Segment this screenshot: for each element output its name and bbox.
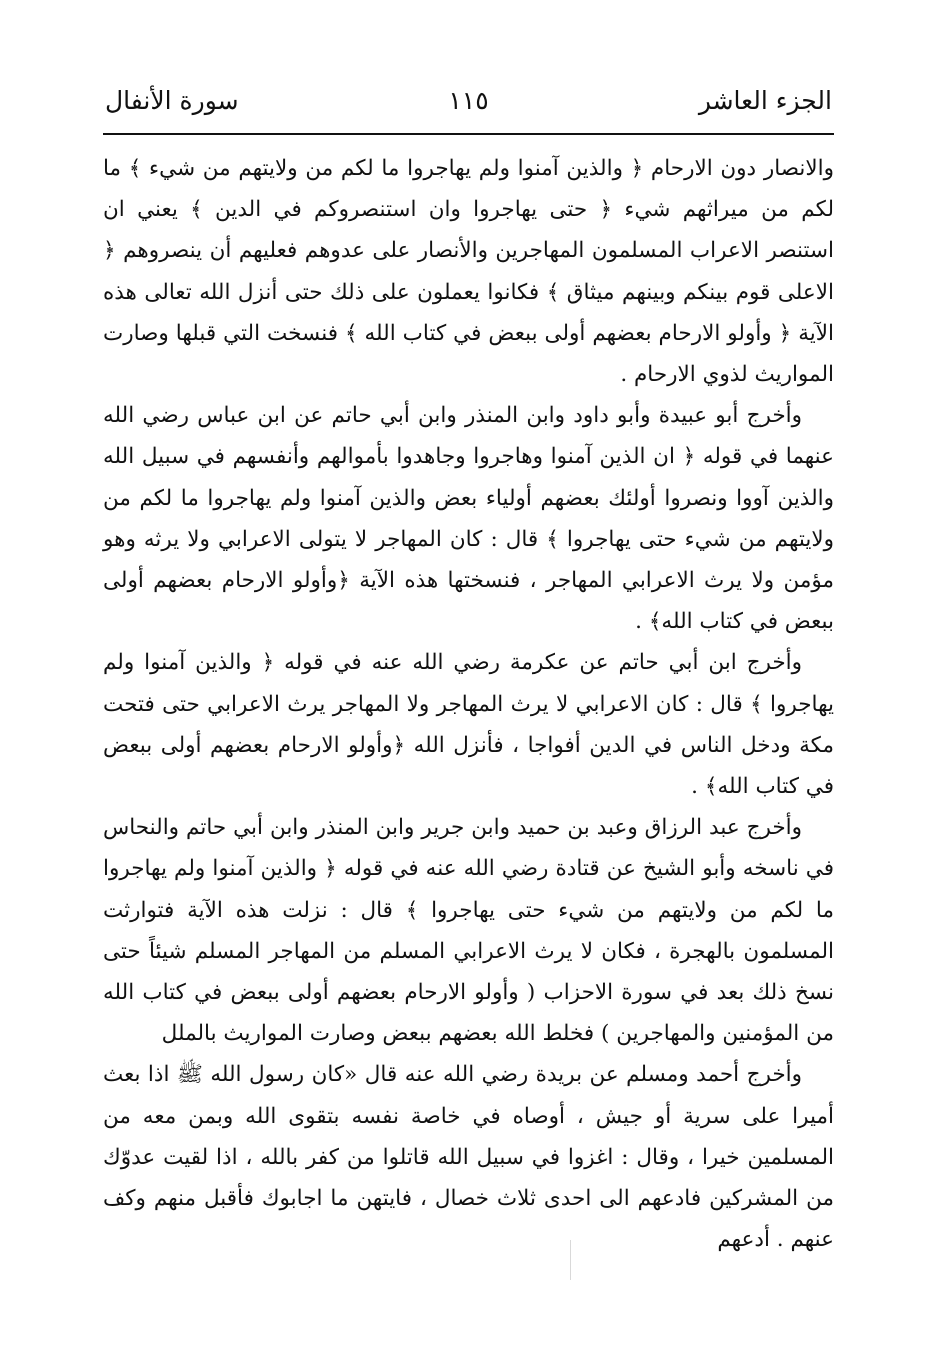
header-rule xyxy=(103,133,834,135)
surah-label: سورة الأنفال xyxy=(105,86,239,115)
running-header xyxy=(105,86,832,126)
scan-mark xyxy=(570,1240,571,1280)
paragraph-3: وأخرج ابن أبي حاتم عن عكرمة رضي الله عنه في قوله ﴿ والذين آمنوا ولم يهاجروا ﴾ قال : كان الاعرابي لا يرث المهاجر ولا المهاجر يرث الاعرابي حتى فتحت مكة ودخل الناس في الدين أفواجا ، فأنزل الله ﴿وأولو الارحام بعضهم أولى ببعض في كتاب الله﴾ . xyxy=(103,650,834,800)
page-number: ١١٥ xyxy=(448,86,489,115)
paragraph-2: وأخرج أبو عبيدة وأبو داود وابن المنذر وابن أبي حاتم عن ابن عباس رضي الله عنهما في قوله ﴿ ان الذين آمنوا وهاجروا وجاهدوا بأموالهم وأنفسهم في سبيل الله والذين آووا ونصروا أولئك بعضهم أولياء بعض والذين آمنوا ولم يهاجروا ما لكم من ولايتهم من شيء حتى يهاجروا ﴾ قال : كان المهاجر لا يتولى الاعرابي ولا يرثه وهو مؤمن ولا يرث الاعرابي المهاجر ، فنسختها هذه الآية ﴿وأولو الارحام بعضهم أولى ببعض في كتاب الله﴾ . xyxy=(103,403,834,635)
paragraph-1: والانصار دون الارحام ﴿ والذين آمنوا ولم يهاجروا ما لكم من ولايتهم من شيء ﴾ ما لكم من ميراثهم شيء ﴿ حتى يهاجروا وان استنصروكم في الدين ﴾ يعني ان استنصر الاعراب المسلمون المهاجرين والأنصار على عدوهم فعليهم أن ينصروهم ﴿ الاعلى قوم بينكم وبينهم ميثاق ﴾ فكانوا يعملون على ذلك حتى أنزل الله تعالى هذه الآية ﴿ وأولو الارحام بعضهم أولى ببعض في كتاب الله ﴾ فنسخت التي قبلها وصارت المواريث لذوي الارحام . xyxy=(103,156,834,388)
juz-label: الجزء العاشر xyxy=(698,86,832,115)
main-text xyxy=(103,148,834,1260)
paragraph-4: وأخرج عبد الرزاق وعبد بن حميد وابن جرير وابن المنذر وابن أبي حاتم والنحاس في ناسخه وأبو الشيخ عن قتادة رضي الله عنه في قوله ﴿ والذين آمنوا ولم يهاجروا ما لكم من ولايتهم من شيء حتى يهاجروا ﴾ قال : نزلت هذه الآية فتوارثت المسلمون بالهجرة ، فكان لا يرث الاعرابي المسلم من المهاجر المسلم شيئاً حتى نسخ ذلك بعد في سورة الاحزاب ( وأولو الارحام بعضهم أولى ببعض في كتاب الله من المؤمنين والمهاجرين ) فخلط الله بعضهم ببعض وصارت المواريث بالملل xyxy=(103,815,834,1047)
paragraph-5: وأخرج أحمد ومسلم عن بريدة رضي الله عنه قال «كان رسول الله ﷺ اذا بعث أميرا على سرية أو جيش ، أوصاه في خاصة نفسه بتقوى الله وبمن معه من المسلمين خيرا ، وقال : اغزوا في سبيل الله قاتلوا من كفر بالله ، اذا لقيت عدوّك من المشركين فادعهم الى احدى ثلاث خصال ، فايتهن ما اجابوك فأقبل منهم وكف عنهم . أدعهم xyxy=(103,1062,834,1253)
